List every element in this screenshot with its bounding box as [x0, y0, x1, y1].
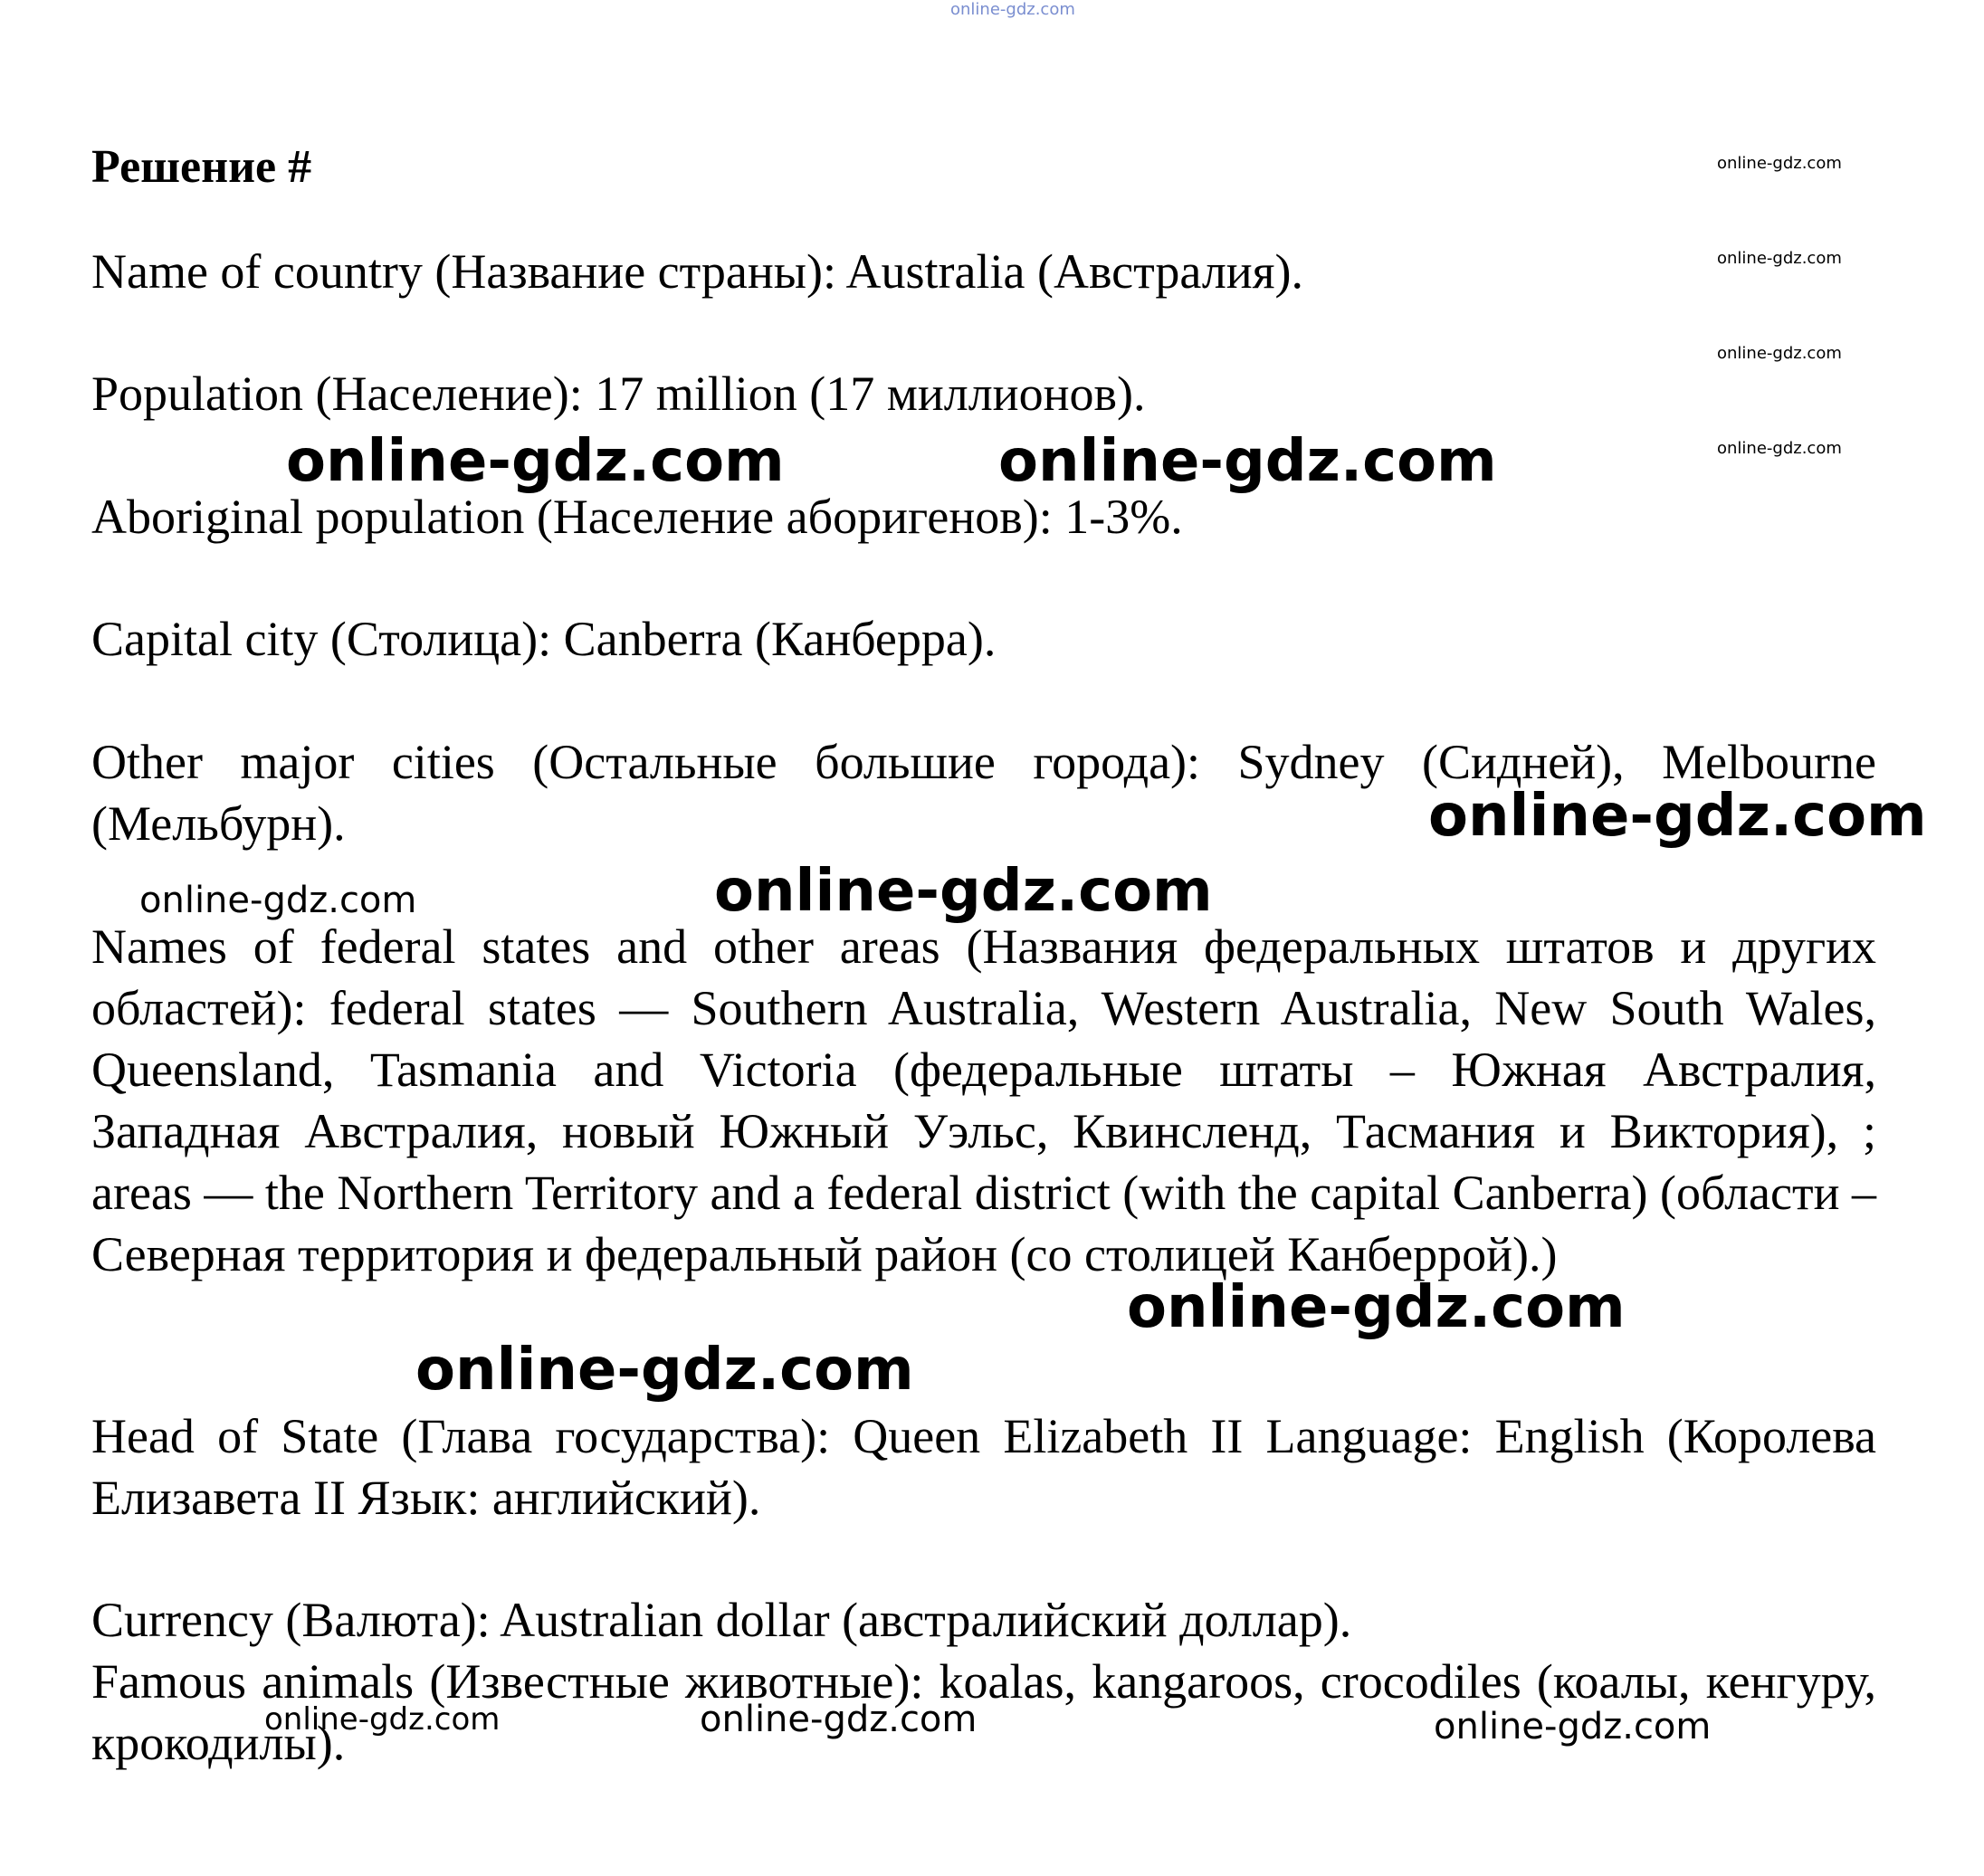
- watermark-medium-1: online-gdz.com: [139, 880, 417, 921]
- paragraph-aboriginal: Aboriginal population (Население аборигенов): 1-3%.: [91, 490, 1183, 544]
- paragraph-country: Name of country (Название страны): Australia (Австралия).: [91, 244, 1303, 299]
- watermark-large-1: online-gdz.com: [286, 428, 785, 495]
- watermark-medium-3: online-gdz.com: [700, 1699, 978, 1740]
- watermark-small-right-4: online-gdz.com: [1717, 439, 1842, 458]
- watermark-large-5: online-gdz.com: [1127, 1274, 1626, 1341]
- watermark-large-2: online-gdz.com: [998, 428, 1497, 495]
- solution-heading: Решение #: [91, 141, 312, 193]
- paragraph-currency: Currency (Валюта): Australian dollar (австралийский доллар).: [91, 1593, 1352, 1647]
- paragraph-head-of-state: Head of State (Глава государства): Queen Elizabeth II Language: English (Королева Елизавета II Язык: английский).: [91, 1409, 1876, 1525]
- watermark-small-right-1: online-gdz.com: [1717, 154, 1842, 173]
- watermark-small-right-3: online-gdz.com: [1717, 344, 1842, 363]
- watermark-medium-2: online-gdz.com: [264, 1701, 501, 1738]
- watermark-large-6: online-gdz.com: [415, 1337, 914, 1404]
- paragraph-population: Population (Население): 17 million (17 миллионов).: [91, 367, 1146, 421]
- watermark-top: online-gdz.com: [950, 0, 1075, 19]
- paragraph-major-cities: Other major cities (Остальные большие города): Sydney (Сидней), Melbourne (Мельбурн).: [91, 735, 1876, 851]
- watermark-large-4: online-gdz.com: [714, 858, 1213, 925]
- paragraph-capital: Capital city (Столица): Canberra (Канберра).: [91, 612, 997, 666]
- watermark-small-right-2: online-gdz.com: [1717, 249, 1842, 268]
- paragraph-federal-states: Names of federal states and other areas (Названия федеральных штатов и других областей): federal states — Southern Australia, Western Australia, New South Wales, Queensland, Tasmania and Victoria (федеральные штаты – Южная Австралия, Западная Австралия, новый Южный Уэльс, Квинсленд, Тасмания и Виктория), ; areas — the Northern Territory and a federal district (with the capital Canberra) (области – Северная территория и федеральный район (со столицей Канберрой).): [91, 919, 1876, 1281]
- paragraph-famous-animals: Famous animals (Известные животные): koalas, kangaroos, crocodiles (коалы, кенгуру, крокодилы).: [91, 1654, 1876, 1770]
- watermark-large-3: online-gdz.com: [1428, 783, 1927, 850]
- watermark-medium-4: online-gdz.com: [1434, 1706, 1712, 1747]
